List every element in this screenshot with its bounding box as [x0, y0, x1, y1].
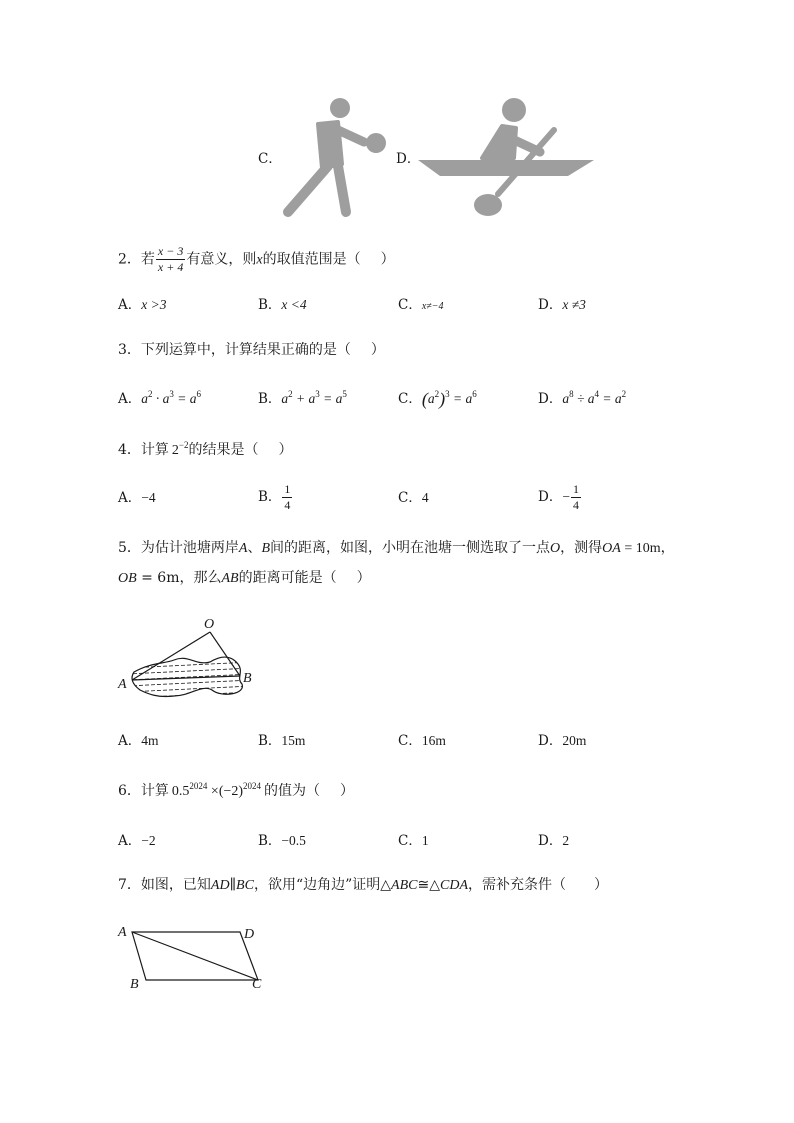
q7-figure-label-a: A: [118, 925, 127, 940]
q4-option-d-numerator: 1: [572, 482, 579, 496]
q4-option-b-fraction: [282, 482, 292, 513]
q5-number: 5．: [118, 540, 141, 556]
q5-ob: OB: [118, 571, 137, 586]
q1-option-c-label: C．: [258, 151, 282, 167]
kayak-rower-icon: [418, 96, 594, 220]
q7-number: 7．: [118, 877, 141, 893]
q4-option-a-label: A．: [118, 490, 142, 506]
q5-figure-label-a: A: [118, 677, 127, 692]
q6-option-d-text: 2: [562, 833, 570, 848]
q2-option-b-label: B．: [258, 297, 282, 313]
q2-option-c-label: C．: [398, 297, 422, 313]
q7-parallelogram-figure: [112, 918, 272, 994]
q6-option-c-text: 1: [421, 833, 429, 848]
q7-text-mid: ，欲用“边角边”证明: [253, 877, 381, 893]
q4-option-b-numerator: 1: [284, 482, 291, 496]
q6-exponent-2: 2024: [243, 781, 262, 791]
q3-option-a: [118, 389, 201, 409]
q2-option-a-label: A．: [118, 297, 142, 313]
q5-oa-value: = 10m，: [620, 541, 675, 556]
q4-option-c-text: 4: [421, 490, 429, 505]
q4-stem: [118, 440, 293, 461]
q6-option-d: [538, 831, 569, 851]
q5-option-a-label: A．: [118, 733, 142, 749]
q5-stem-line2: [118, 568, 371, 589]
q7-figure-label-c: C: [252, 977, 262, 992]
q5-option-b-label: B．: [258, 733, 282, 749]
q5-option-d: [538, 731, 586, 751]
q6-option-a-label: A．: [118, 833, 142, 849]
q6-text-pre: 计算: [140, 783, 169, 799]
q2-option-a-text: x >3: [141, 297, 167, 312]
q2-text-mid: 有意义，则: [186, 251, 257, 268]
q2-close-paren: ）: [380, 251, 395, 268]
q5-pond-figure: [112, 610, 262, 710]
q5-text-3: ，测得: [560, 540, 603, 556]
q7-congruent: ≅: [417, 878, 430, 893]
q3-option-c-expr: $(a^2)^3 = a^6$: [421, 389, 477, 409]
q4-option-b: [258, 482, 293, 513]
q5-ob-value: = 6m，那么: [136, 570, 222, 586]
q4-option-b-label: B．: [258, 489, 282, 505]
q4-option-c: [398, 488, 429, 508]
q3-option-c: [398, 389, 477, 409]
q6-times: ×(−2): [207, 784, 244, 799]
q3-option-b: [258, 389, 347, 409]
q6-option-b: [258, 831, 306, 851]
q5-option-d-label: D．: [538, 733, 563, 749]
q4-option-d-denominator: 4: [572, 498, 579, 512]
q6-number: 6．: [118, 783, 141, 799]
q3-stem: [118, 340, 385, 360]
q5-stem-line1: [118, 538, 675, 559]
q3-number: 3．: [118, 342, 141, 358]
volleyball-player-icon: [280, 94, 390, 218]
q6-text-post: 的值为（: [264, 783, 321, 799]
q7-parallel: AD∥BC: [210, 878, 254, 893]
q2-text-post: 的取值范围是（: [262, 251, 361, 268]
q7-close-paren: ）: [594, 877, 609, 893]
q6-option-a-text: −2: [141, 833, 156, 848]
q7-text-pre: 如图，已知: [140, 877, 211, 893]
q2-option-b-text: x <4: [281, 297, 307, 312]
q5-text-2: 间的距离，如图，小明在池塘一侧选取了一点: [270, 540, 551, 556]
q2-option-a: [118, 295, 166, 315]
q4-option-c-label: C．: [398, 490, 422, 506]
q2-option-b: [258, 295, 307, 315]
q5-option-b-text: 15m: [281, 733, 306, 748]
q1-option-d-label: D．: [396, 151, 421, 167]
q5-option-a: [118, 731, 159, 751]
q6-option-c-label: C．: [398, 833, 422, 849]
q4-exponent: −2: [178, 440, 189, 450]
q5-segment-ao: [132, 632, 210, 680]
q4-base: 2: [171, 443, 179, 458]
q3-option-b-label: B．: [258, 391, 282, 407]
q5-figure-label-b: B: [243, 671, 252, 686]
q5-point-a: A: [238, 541, 248, 556]
q6-option-b-text: −0.5: [281, 833, 306, 848]
q5-ab: AB: [221, 571, 239, 586]
q7-triangle-2: △CDA: [429, 878, 469, 893]
q3-close-paren: ）: [370, 342, 385, 358]
q5-oa: OA: [602, 541, 621, 556]
q2-fraction: [156, 244, 185, 275]
q4-close-paren: ）: [278, 442, 293, 458]
q4-option-d-fraction: [571, 482, 581, 513]
q2-text-pre: 若: [140, 251, 155, 268]
q7-diagonal-ac: [132, 932, 258, 980]
q5-close-paren: ）: [356, 570, 371, 586]
q3-option-c-label: C．: [398, 391, 422, 407]
q2-option-d: [538, 295, 586, 315]
q4-option-d-label: D．: [538, 489, 563, 505]
q5-text-1: 为估计池塘两岸: [140, 540, 239, 556]
q3-text: 下列运算中，计算结果正确的是（: [140, 342, 351, 358]
q6-option-d-label: D．: [538, 833, 563, 849]
q7-text-post: ，需补充条件（: [468, 877, 567, 893]
q3-option-a-label: A．: [118, 391, 142, 407]
q7-triangle-1: △ABC: [380, 878, 418, 893]
q5-option-c-text: 16m: [421, 733, 446, 748]
q2-fraction-denominator: x + 4: [157, 260, 184, 274]
q5-option-a-text: 4m: [141, 733, 159, 748]
q5-option-c: [398, 731, 446, 751]
q2-option-c-text: x≠−4: [421, 301, 444, 312]
q2-option-c: [398, 295, 444, 317]
q2-option-d-text: x ≠3: [562, 297, 586, 312]
q3-option-d: [538, 389, 626, 409]
q4-option-d: [538, 482, 582, 513]
q3-option-d-label: D．: [538, 391, 563, 407]
q4-text-pre: 计算: [140, 442, 169, 458]
q2-option-d-label: D．: [538, 297, 563, 313]
q4-option-d-sign: −: [562, 489, 570, 504]
q4-text-post: 的结果是（: [188, 442, 259, 458]
q6-base-1: 0.5: [171, 784, 190, 799]
q6-option-a: [118, 831, 156, 851]
q2-number: 2．: [118, 251, 141, 268]
q6-close-paren: ）: [340, 783, 355, 799]
q5-sep: 、: [247, 540, 262, 556]
q4-option-a-text: −4: [141, 490, 156, 505]
q2-var: x: [256, 252, 263, 268]
q6-stem: [118, 781, 354, 802]
q5-point-o: O: [550, 541, 561, 556]
q5-option-d-text: 20m: [562, 733, 587, 748]
q6-option-c: [398, 831, 429, 851]
q5-option-c-label: C．: [398, 733, 422, 749]
q4-option-b-denominator: 4: [284, 498, 291, 512]
q5-figure-label-o: O: [204, 617, 215, 632]
q4-option-a: [118, 488, 156, 508]
q3-option-a-expr: $a^2 \cdot a^3 = a^6$: [141, 389, 201, 406]
q6-exponent-1: 2024: [189, 781, 208, 791]
q5-point-b: B: [261, 541, 271, 556]
q7-figure-label-d: D: [244, 927, 255, 942]
q4-number: 4．: [118, 442, 141, 458]
q7-figure-label-b: B: [130, 977, 139, 992]
q2-fraction-numerator: x − 3: [157, 244, 184, 258]
q5-segment-ab: [132, 676, 240, 680]
q2-stem: [118, 244, 395, 275]
q6-option-b-label: B．: [258, 833, 282, 849]
q3-option-d-expr: $a^8 \div a^4 = a^2$: [562, 389, 627, 406]
q7-stem: [118, 875, 608, 896]
q5-option-b: [258, 731, 305, 751]
q5-text-4: 的距离可能是（: [238, 570, 337, 586]
q3-option-b-expr: $a^2 + a^3 = a^5$: [281, 389, 347, 406]
